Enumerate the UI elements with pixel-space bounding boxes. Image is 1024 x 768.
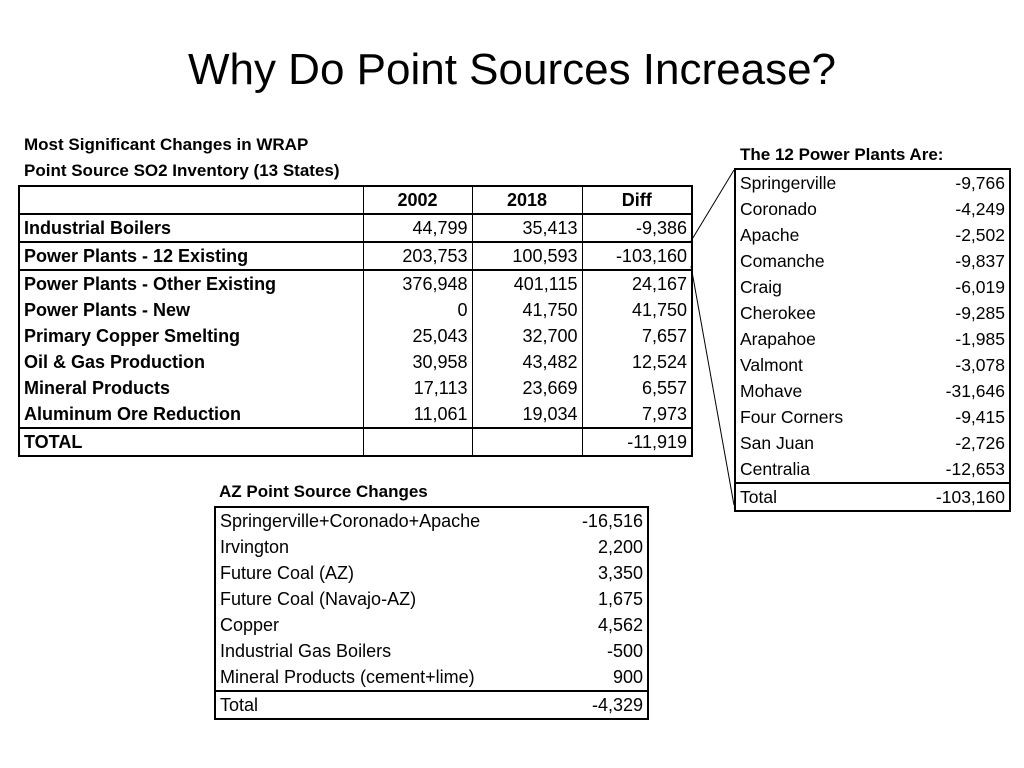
list-item xyxy=(735,430,1010,456)
cell-diff: 12,524 xyxy=(582,349,692,375)
row-label: Power Plants - New xyxy=(24,299,191,320)
az-total-value: -4,329 xyxy=(553,691,648,719)
cell-diff: 24,167 xyxy=(582,270,692,297)
plants-total-label: Total xyxy=(735,483,895,511)
list-item xyxy=(735,456,1010,483)
total-2002 xyxy=(363,428,472,456)
az-source-name: Industrial Gas Boilers xyxy=(220,640,392,661)
plant-value: -9,415 xyxy=(955,406,1005,427)
cell-diff: 7,657 xyxy=(582,323,692,349)
plant-value: -12,653 xyxy=(945,458,1005,479)
header-2018: 2018 xyxy=(472,186,582,214)
cell-diff: 41,750 xyxy=(582,297,692,323)
plant-name: Centralia xyxy=(740,458,811,479)
table-header-row xyxy=(19,186,692,214)
list-item xyxy=(735,248,1010,274)
plant-name: Coronado xyxy=(740,198,817,219)
cell-2018: 41,750 xyxy=(472,297,582,323)
plant-name: Cherokee xyxy=(740,302,816,323)
header-blank xyxy=(19,186,363,214)
cell-2018: 32,700 xyxy=(472,323,582,349)
row-label: Industrial Boilers xyxy=(19,214,363,242)
az-source-value: 900 xyxy=(612,666,643,687)
plants-table-caption: The 12 Power Plants Are: xyxy=(740,145,944,164)
cell-2018: 35,413 xyxy=(472,214,582,242)
az-changes-table xyxy=(214,506,649,720)
plant-value: -3,078 xyxy=(955,354,1005,375)
az-table-caption: AZ Point Source Changes xyxy=(219,482,428,501)
wrap-caption-line1: Most Significant Changes in WRAP xyxy=(24,135,309,154)
cell-2002: 376,948 xyxy=(363,270,472,297)
total-2018 xyxy=(472,428,582,456)
plant-value: -9,766 xyxy=(955,172,1005,193)
list-item xyxy=(215,586,648,612)
list-item xyxy=(735,300,1010,326)
list-item xyxy=(735,326,1010,352)
plant-name: Four Corners xyxy=(740,406,844,427)
cell-2018: 401,115 xyxy=(472,270,582,297)
plants-total-row xyxy=(735,483,1010,511)
plant-name: Apache xyxy=(740,224,800,245)
cell-2002: 30,958 xyxy=(363,349,472,375)
cell-2002: 11,061 xyxy=(363,401,472,428)
list-item xyxy=(215,534,648,560)
cell-2018: 19,034 xyxy=(472,401,582,428)
plant-value: -4,249 xyxy=(955,198,1005,219)
cell-diff: 7,973 xyxy=(582,401,692,428)
plant-value: -2,502 xyxy=(955,224,1005,245)
table-row xyxy=(19,214,692,242)
row-label: Power Plants - Other Existing xyxy=(24,273,277,294)
total-label: TOTAL xyxy=(19,428,363,456)
plant-name: Comanche xyxy=(740,250,825,271)
az-source-value: 1,675 xyxy=(597,588,643,609)
table-row xyxy=(19,401,692,428)
plant-name: Craig xyxy=(740,276,782,297)
plant-value: -2,726 xyxy=(955,432,1005,453)
plant-value: -6,019 xyxy=(955,276,1005,297)
wrap-table-caption xyxy=(24,132,340,184)
az-source-name: Springerville+Coronado+Apache xyxy=(220,510,481,531)
plant-name: San Juan xyxy=(740,432,814,453)
cell-2002: 203,753 xyxy=(363,242,472,270)
cell-2002: 25,043 xyxy=(363,323,472,349)
cell-2018: 43,482 xyxy=(472,349,582,375)
row-label: Aluminum Ore Reduction xyxy=(24,403,242,424)
list-item xyxy=(735,274,1010,300)
cell-2018: 23,669 xyxy=(472,375,582,401)
plant-value: -1,985 xyxy=(955,328,1005,349)
cell-2002: 44,799 xyxy=(363,214,472,242)
table-row xyxy=(19,375,692,401)
list-item xyxy=(735,196,1010,222)
row-label: Oil & Gas Production xyxy=(24,351,206,372)
az-source-value: 4,562 xyxy=(597,614,643,635)
row-label: Primary Copper Smelting xyxy=(24,325,241,346)
plant-name: Mohave xyxy=(740,380,803,401)
wrap-caption-line2: Point Source SO2 Inventory (13 States) xyxy=(24,161,340,180)
total-diff: -11,919 xyxy=(582,428,692,456)
list-item xyxy=(735,169,1010,196)
cell-2002: 17,113 xyxy=(363,375,472,401)
az-source-name: Future Coal (Navajo-AZ) xyxy=(220,588,417,609)
table-row xyxy=(19,349,692,375)
az-total-row xyxy=(215,691,648,719)
az-source-name: Mineral Products (cement+lime) xyxy=(220,666,475,687)
row-label: Mineral Products xyxy=(24,377,171,398)
az-source-name: Copper xyxy=(220,614,280,635)
cell-diff: 6,557 xyxy=(582,375,692,401)
cell-2002: 0 xyxy=(363,297,472,323)
list-item xyxy=(735,222,1010,248)
az-source-name: Future Coal (AZ) xyxy=(220,562,355,583)
header-2002: 2002 xyxy=(363,186,472,214)
slide-title: Why Do Point Sources Increase? xyxy=(187,45,837,94)
wrap-changes-table xyxy=(18,185,693,457)
table-row xyxy=(19,270,692,297)
cell-diff: -9,386 xyxy=(582,214,692,242)
az-source-value: -16,516 xyxy=(581,510,643,531)
table-row xyxy=(19,323,692,349)
table-row xyxy=(19,242,692,270)
cell-diff: -103,160 xyxy=(582,242,692,270)
list-item xyxy=(735,378,1010,404)
list-item xyxy=(215,664,648,691)
plant-name: Arapahoe xyxy=(740,328,816,349)
row-label: Power Plants - 12 Existing xyxy=(19,242,363,270)
plant-value: -9,285 xyxy=(955,302,1005,323)
az-source-value: 3,350 xyxy=(597,562,643,583)
header-diff: Diff xyxy=(582,186,692,214)
az-source-value: 2,200 xyxy=(597,536,643,557)
power-plants-table xyxy=(734,168,1011,512)
plants-total-value: -103,160 xyxy=(895,483,1010,511)
list-item xyxy=(215,612,648,638)
az-source-value: -500 xyxy=(606,640,643,661)
cell-2018: 100,593 xyxy=(472,242,582,270)
plant-value: -31,646 xyxy=(945,380,1005,401)
list-item xyxy=(735,352,1010,378)
plant-name: Valmont xyxy=(740,354,803,375)
az-source-name: Irvington xyxy=(220,536,290,557)
list-item xyxy=(735,404,1010,430)
list-item xyxy=(215,638,648,664)
table-row xyxy=(19,297,692,323)
table-total-row xyxy=(19,428,692,456)
az-total-label: Total xyxy=(215,691,553,719)
list-item xyxy=(215,507,648,534)
plant-value: -9,837 xyxy=(955,250,1005,271)
plant-name: Springerville xyxy=(740,172,837,193)
list-item xyxy=(215,560,648,586)
